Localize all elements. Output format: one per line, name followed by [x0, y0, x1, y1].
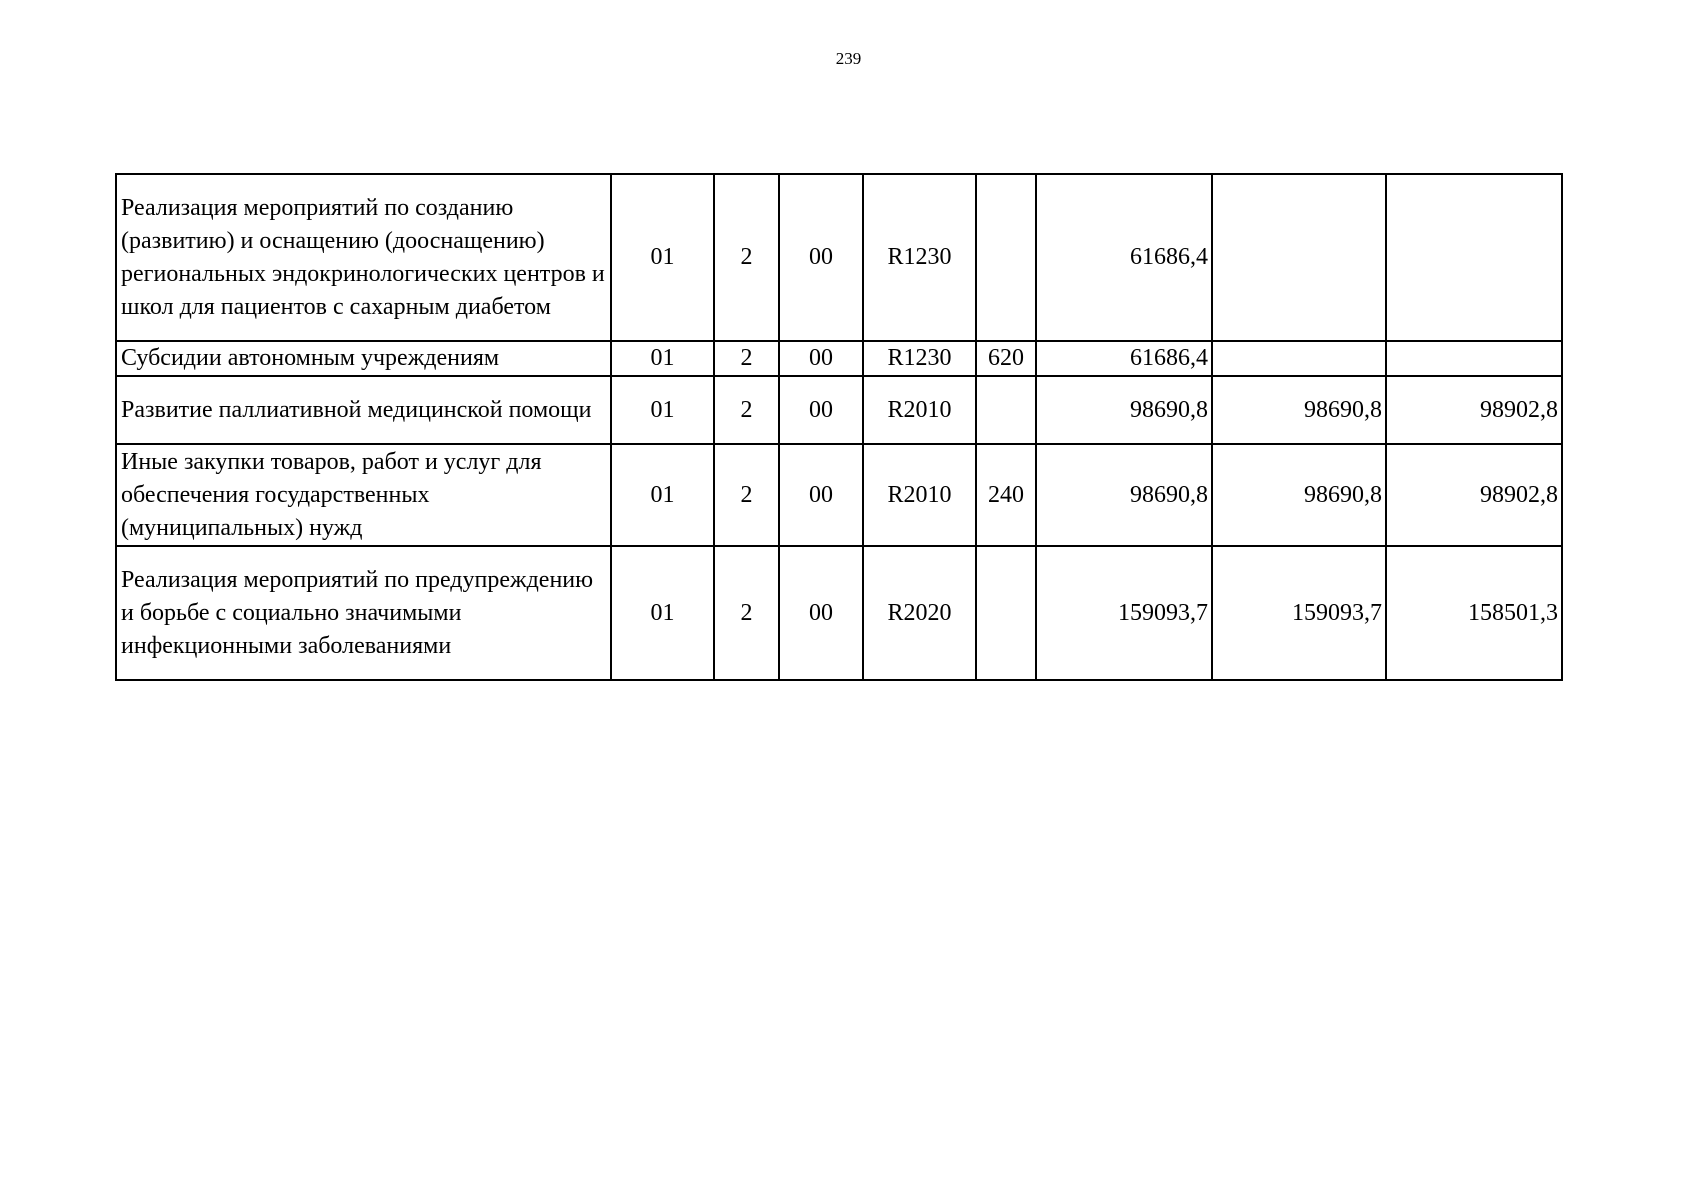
target-item-code: R2020 — [863, 546, 976, 680]
table-row — [116, 341, 1562, 376]
section-code: 01 — [611, 341, 714, 376]
program-code: 2 — [714, 546, 779, 680]
amount-1: 159093,7 — [1036, 546, 1212, 680]
page-number: 239 — [835, 49, 862, 68]
amount-1: 61686,4 — [1036, 174, 1212, 341]
expense-type-code — [976, 174, 1036, 341]
expense-type-code — [976, 376, 1036, 444]
section-code: 01 — [611, 444, 714, 546]
amount-3 — [1386, 174, 1562, 341]
amount-2: 159093,7 — [1212, 546, 1386, 680]
expense-type-code — [976, 546, 1036, 680]
row-name: Реализация мероприятий по предупреждению и борьбе с социально значимыми инфекционными заболеваниями — [116, 546, 611, 680]
subprogram-code: 00 — [779, 341, 863, 376]
amount-1: 98690,8 — [1036, 444, 1212, 546]
amount-2 — [1212, 174, 1386, 341]
amount-3: 98902,8 — [1386, 376, 1562, 444]
section-code: 01 — [611, 546, 714, 680]
row-name: Реализация мероприятий по созданию (развитию) и оснащению (дооснащению) региональных эндокринологических центров и школ для пациентов с сахарным диабетом — [116, 174, 611, 341]
table-row — [116, 376, 1562, 444]
target-item-code: R1230 — [863, 341, 976, 376]
amount-3: 158501,3 — [1386, 546, 1562, 680]
table-row — [116, 546, 1562, 680]
amount-1: 61686,4 — [1036, 341, 1212, 376]
row-name: Иные закупки товаров, работ и услуг для обеспечения государственных (муниципальных) нужд — [116, 444, 611, 546]
amount-2 — [1212, 341, 1386, 376]
expense-type-code: 620 — [976, 341, 1036, 376]
section-code: 01 — [611, 376, 714, 444]
subprogram-code: 00 — [779, 174, 863, 341]
section-code: 01 — [611, 174, 714, 341]
target-item-code: R2010 — [863, 444, 976, 546]
amount-2: 98690,8 — [1212, 376, 1386, 444]
program-code: 2 — [714, 444, 779, 546]
subprogram-code: 00 — [779, 376, 863, 444]
subprogram-code: 00 — [779, 444, 863, 546]
amount-2: 98690,8 — [1212, 444, 1386, 546]
table-row — [116, 444, 1562, 546]
budget-table — [115, 173, 1563, 681]
target-item-code: R1230 — [863, 174, 976, 341]
amount-1: 98690,8 — [1036, 376, 1212, 444]
subprogram-code: 00 — [779, 546, 863, 680]
amount-3: 98902,8 — [1386, 444, 1562, 546]
target-item-code: R2010 — [863, 376, 976, 444]
table-row — [116, 174, 1562, 341]
amount-3 — [1386, 341, 1562, 376]
program-code: 2 — [714, 174, 779, 341]
row-name: Субсидии автономным учреждениям — [116, 341, 611, 376]
program-code: 2 — [714, 341, 779, 376]
row-name: Развитие паллиативной медицинской помощи — [116, 376, 611, 444]
expense-type-code: 240 — [976, 444, 1036, 546]
program-code: 2 — [714, 376, 779, 444]
